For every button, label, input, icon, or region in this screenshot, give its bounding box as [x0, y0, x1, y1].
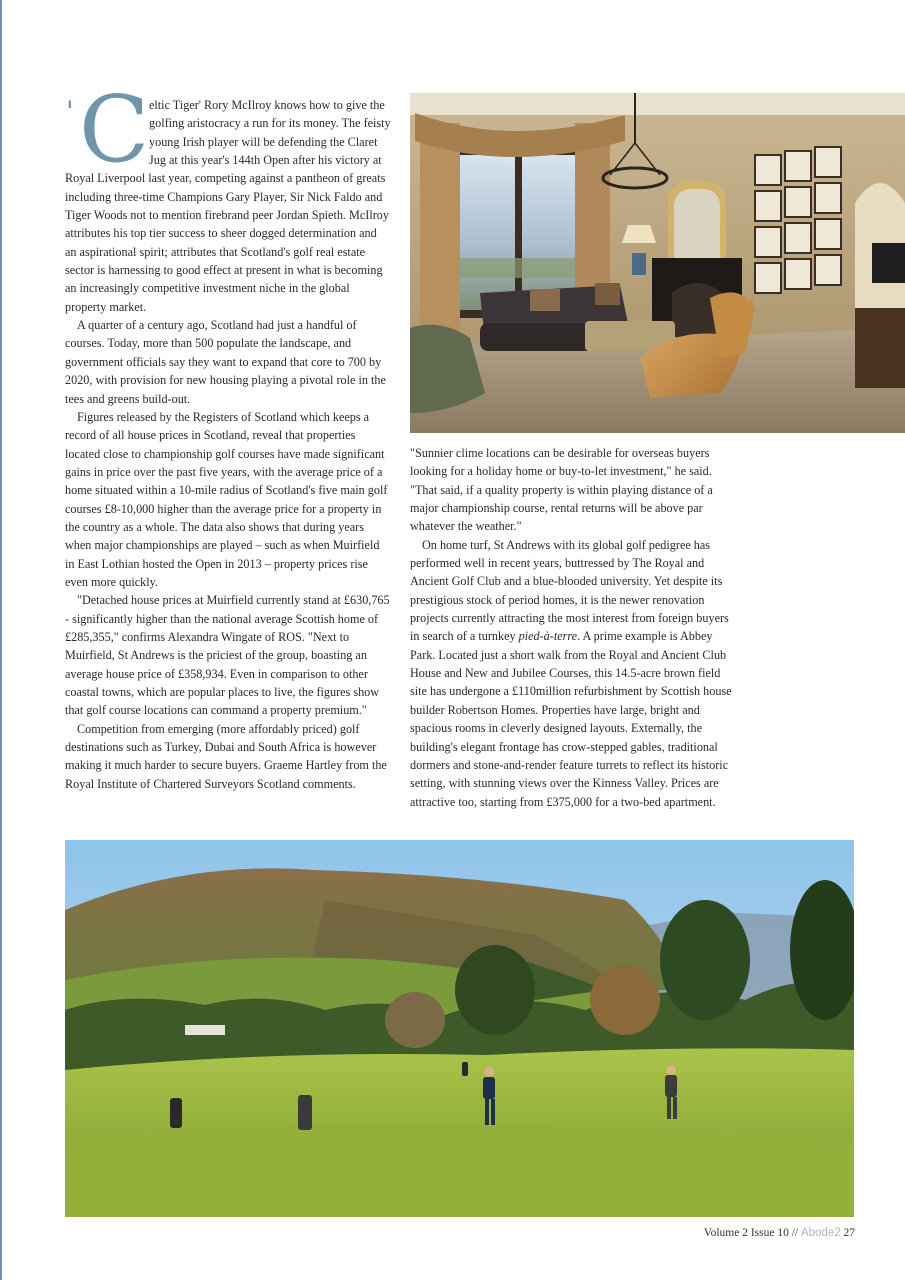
- italic-phrase: pied-à-terre: [518, 629, 578, 644]
- drop-cap-quote: ': [66, 95, 74, 128]
- golf-course-photo: [65, 840, 854, 1217]
- issue-label: Volume 2 Issue 10 //: [703, 1227, 799, 1239]
- drop-cap-letter: C: [79, 76, 150, 183]
- paragraph: A quarter of a century ago, Scotland had just a handful of courses. Today, more than 500 populate the landscape, and government officials say they want to expand that core to 700 by 2020, with provision for new housing playing a pivotal role in the tees and greens build-out.: [65, 318, 386, 406]
- paragraph: Competition from emerging (more affordably priced) golf destinations such as Turkey, Dubai and South Africa is however making it much harder to secure buyers. Graeme Hartley from the Royal Institute of Chartered Surveyors Scotland comments.: [65, 721, 387, 791]
- drop-cap: [65, 76, 150, 183]
- paragraph-text: . A prime example is Abbey Park. Located just a short walk from the Royal and Ancient Club House and New and Jubilee Courses, this 14.5-acre brown field site has undergone a £110million refurbishment by Scottish house builder Robertson Homes. Properties have large, bright and spacious rooms in cleverly designed layouts. Externally, the building's elegant frontage has crow-stepped gables, traditional dormers and stone-and-render feature turrets to reflect its historic setting, with stunning views over the Kinness Valley. Prices are attractive too, starting from £375,000 for a two-bed apartment.: [410, 629, 732, 809]
- page-footer: [704, 1227, 855, 1239]
- paragraph: "Sunnier clime locations can be desirable for overseas buyers looking for a holiday home or buy-to-let investment," he said. "That said, if a quality property is within playing distance of a major championship course, rental returns will be above par whatever the weather.": [410, 446, 713, 534]
- page-edge-line: [0, 0, 2, 1280]
- page-number: 27: [843, 1227, 855, 1239]
- paragraph-text: On home turf, St Andrews with its global golf pedigree has performed well in recent years, buttressed by The Royal and Ancient Golf Club and a blue-blooded university. Yet despite its prestigious stock of period homes, it is the newer renovation projects currently attracting the most interest from foreign buyers in search of a turnkey: [410, 537, 729, 644]
- paragraph: [410, 536, 740, 811]
- brand-name: Abode2: [800, 1227, 841, 1239]
- paragraph: Figures released by the Registers of Scotland which keeps a record of all house prices in Scotland, reveal that properties located close to championship golf courses have made significant gains in price over the past five years, with the average price of a home situated within a 10-mile radius of Scotland's five main golf courses £8-10,000 higher than the average price for a property in the country as a whole. The data also shows that during years when major championships are played – such as when Muirfield in East Lothian hosted the Open in 2013 – property prices rise even more quickly.: [65, 409, 388, 589]
- interior-living-room-photo: [410, 93, 905, 433]
- article-column-left: [65, 76, 391, 793]
- paragraph: "Detached house prices at Muirfield currently stand at £630,765 - significantly higher than the national average Scottish home of £285,355," confirms Alexandra Wingate of ROS. "Next to Muirfield, St Andrews is the priciest of the group, boasting an average house price of £358,934. Even in comparison to other coastal towns, which are popular places to live, the figures show that golf course locations can command a property premium.": [65, 593, 390, 718]
- article-column-right: [410, 444, 740, 811]
- paragraph: eltic Tiger' Rory McIlroy knows how to give the golfing aristocracy a run for its money. The feisty young Irish player will be defending the Claret Jug at this year's 144th Open after his victory at Royal Liverpool last year, competing against a pantheon of greats including three-time Champions Gary Player, Sir Nick Faldo and Tiger Woods not to mention firebrand peer Jordan Spieth. McIlroy attributes his top tier success to sheer dogged determination and an aspirational spirit; attributes that Scotland's golf real estate sector is harnessing to good effect at present in what is becoming an increasingly competitive investment niche in the global property market.: [65, 98, 391, 314]
